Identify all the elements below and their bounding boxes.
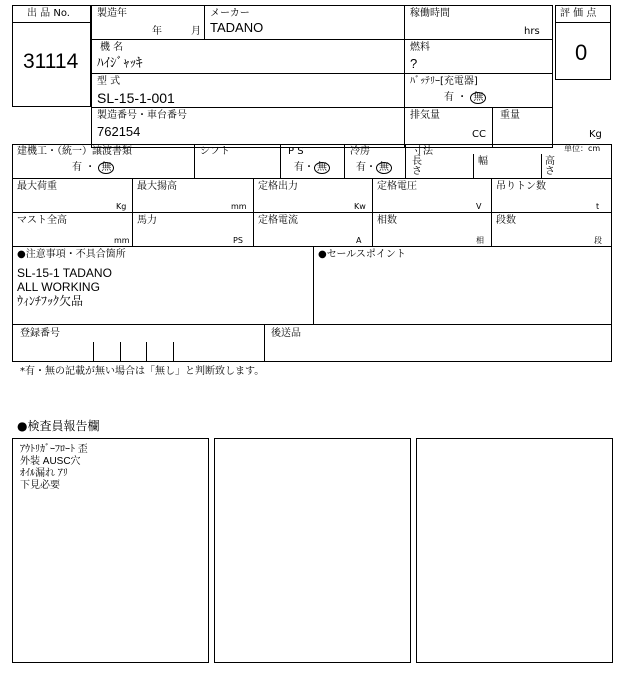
phase-unit: 相 [476, 236, 484, 245]
model-name-label: 機 名 [100, 42, 124, 53]
rated-output-label: 定格出力 [258, 181, 298, 192]
ps-label: P S [288, 146, 304, 157]
max-load-label: 最大荷重 [17, 181, 57, 192]
shift-label: シフト [200, 146, 230, 157]
steps-unit: 段 [594, 236, 602, 245]
unit-note: 単位：cm [564, 144, 601, 153]
hours-unit: hrs [524, 26, 540, 37]
rated-voltage-unit: V [476, 202, 482, 211]
lot-number-label: 出 品 No. [27, 8, 70, 19]
hoist-unit: t [596, 202, 600, 211]
maker-label: メーカー [210, 8, 250, 19]
battery-choice: 有 ・ 無 [444, 92, 486, 104]
rated-current-label: 定格電流 [258, 215, 298, 226]
type-value: SL-15-1-001 [97, 90, 175, 106]
max-load-unit: Kg [116, 202, 127, 211]
width-label: 幅 [478, 156, 488, 167]
displacement-label: 排気量 [410, 110, 440, 121]
ac-choice: 有・ 無 [356, 162, 392, 174]
horsepower-label: 馬力 [137, 215, 157, 226]
rated-voltage-label: 定格電圧 [377, 181, 417, 192]
type-label: 型 式 [97, 76, 121, 87]
model-name: ﾊｲｼﾞｬｯｷ [97, 55, 143, 70]
serial-label: 製造番号・車台番号 [97, 110, 187, 121]
maker-value: TADANO [210, 20, 264, 35]
score-label: 評 価 点 [560, 8, 597, 19]
max-lift-unit: mm [231, 202, 247, 211]
rated-current-unit: A [356, 236, 362, 245]
caution-label: ●注意事項・不具合箇所 [17, 249, 126, 260]
length-label: 長さ [412, 156, 422, 177]
inspector-box-3 [416, 438, 613, 663]
weight-unit: Kg [589, 129, 602, 140]
transfer-choice: 有 ・ 無 [72, 162, 114, 174]
disclaimer: *有・無の記載が無い場合は「無し」と判断致します。 [20, 366, 265, 377]
lot-number: 31114 [23, 50, 79, 73]
year-suffix: 年 [152, 26, 162, 37]
phase-label: 相数 [377, 215, 397, 226]
fuel-value: ? [410, 56, 418, 71]
battery-label: ﾊﾞｯﾃﾘｰ[充電器] [410, 76, 478, 87]
shipping-label: 後送品 [271, 328, 301, 339]
horsepower-unit: PS [233, 236, 243, 245]
month-suffix: 月 [191, 26, 201, 37]
serial-value: 762154 [97, 124, 141, 139]
inspector-box-2 [214, 438, 411, 663]
caution-text: SL-15-1 TADANO ALL WORKING ｳｨﾝﾁﾌｯｸ欠品 [17, 266, 112, 308]
max-lift-label: 最大揚高 [137, 181, 177, 192]
ps-choice: 有・ 無 [294, 162, 330, 174]
hours-label: 稼働時間 [410, 8, 450, 19]
inspector-title: ●検査員報告欄 [17, 419, 100, 433]
year-label: 製造年 [97, 8, 127, 19]
displacement-unit: CC [472, 129, 486, 140]
inspector-report-text: ｱｳﾄﾘｶﾞｰﾌﾛｰﾄ 歪 外装 AUSC穴 ｵｲﾙ漏れ ｱﾘ 下見必要 [20, 444, 88, 491]
mast-unit: mm [114, 236, 130, 245]
dimension-label: 寸法 [413, 146, 433, 157]
height-label: 高さ [545, 156, 555, 177]
steps-label: 段数 [496, 215, 516, 226]
fuel-label: 燃料 [410, 42, 430, 53]
registration-label: 登録番号 [20, 328, 60, 339]
score-value: 0 [575, 40, 588, 65]
weight-label: 重量 [500, 110, 520, 121]
sales-point-label: ●セールスポイント [318, 249, 406, 260]
rated-output-unit: Kw [354, 202, 366, 211]
mast-label: マスト全高 [17, 215, 67, 226]
hoist-label: 吊りトン数 [496, 181, 546, 192]
transfer-label: 建機工・（統一）譲渡書類 [17, 146, 132, 157]
ac-label: 冷房 [350, 146, 370, 157]
